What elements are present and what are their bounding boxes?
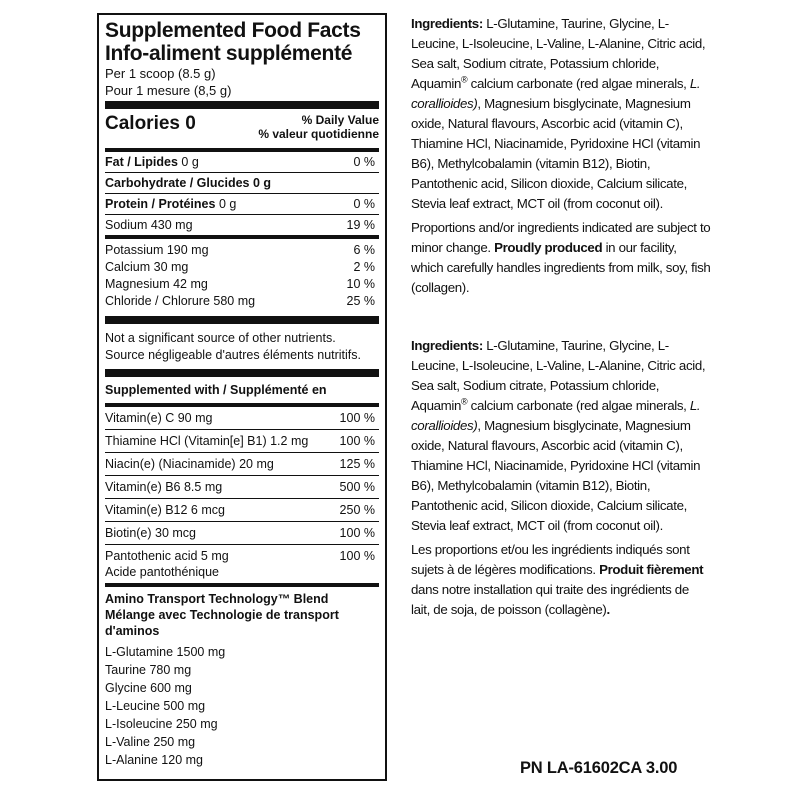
blend-heading-fr-cont: d'aminos <box>105 624 160 638</box>
serving-size-en: Per 1 scoop (8.5 g) <box>105 66 216 81</box>
ingredients-text: L-Glutamine, Taurine, Glycine, L-Leucine, L-Isoleucine, L-Valine, L-Alanine, Citric acid, Sea salt, Sodium citrate, Potassium chloride, Aquamin <box>411 338 706 413</box>
mineral-pct: 25 % <box>346 294 375 308</box>
carbohydrate-row <box>105 173 379 193</box>
fat-pct: 0 % <box>353 155 375 169</box>
sodium-row <box>105 215 379 235</box>
ingredients-paragraph-fr <box>411 336 711 536</box>
supplement-row <box>105 476 379 499</box>
mineral-row <box>105 293 379 310</box>
spacer <box>411 302 711 336</box>
facts-title-fr: Info-aliment supplémenté <box>105 42 353 65</box>
mineral-pct: 6 % <box>353 243 375 257</box>
ingredients-text: calcium carbonate (red algae minerals, <box>467 398 690 413</box>
fat-label: Fat / Lipides <box>105 155 178 169</box>
species-name: L. corallioides) <box>411 398 701 433</box>
ingredients-heading: Ingredients: <box>411 338 483 353</box>
notice-bold: Proudly produced <box>494 240 603 255</box>
ingredients-text: L-Glutamine, Taurine, Glycine, L-Leucine, L-Isoleucine, L-Valine, L-Alanine, Citric acid, Sea salt, Sodium citrate, Potassium chloride, Aquamin <box>411 16 706 91</box>
registered-mark: ® <box>461 74 468 85</box>
ingredients-heading: Ingredients: <box>411 16 483 31</box>
mineral-row <box>105 276 379 293</box>
notice-end: . <box>606 602 610 617</box>
mineral-label: Chloride / Chlorure 580 mg <box>105 294 256 308</box>
mineral-row <box>105 259 379 276</box>
allergen-notice-fr <box>411 540 711 620</box>
pantothenic-label-en: Pantothenic acid 5 mg <box>105 549 229 563</box>
supplement-pct: 100 % <box>339 411 375 425</box>
mineral-label: Calcium 30 mg <box>105 260 189 274</box>
ingredients-column <box>411 14 711 624</box>
blend-item: L-Valine 250 mg <box>105 735 196 749</box>
supplement-label: Vitamin(e) B6 8.5 mg <box>105 480 223 494</box>
supplement-pct: 100 % <box>339 526 375 540</box>
nutrients-note <box>105 326 379 367</box>
blend-item: L-Alanine 120 mg <box>105 753 203 767</box>
carbohydrate-label: Carbohydrate / Glucides 0 g <box>105 176 272 190</box>
sodium-label: Sodium 430 mg <box>105 218 193 232</box>
blend-item: L-Isoleucine 250 mg <box>105 717 218 731</box>
blend-heading-en: Amino Transport Technology™ Blend <box>105 592 329 606</box>
calories-row <box>105 111 379 148</box>
mineral-row <box>105 242 379 259</box>
blend-item: L-Leucine 500 mg <box>105 699 206 713</box>
supplement-label: Thiamine HCl (Vitamin[e] B1) 1.2 mg <box>105 434 309 448</box>
sodium-pct: 19 % <box>346 218 375 232</box>
divider-thick <box>105 101 379 109</box>
nutrients-note-fr: Source négligeable d'autres éléments nutritifs. <box>105 348 362 362</box>
supplement-row <box>105 407 379 430</box>
notice-text: Proportions and/or ingredients indicated are subject to minor change. <box>411 220 711 255</box>
supplement-row <box>105 453 379 476</box>
blend-item: Taurine 780 mg <box>105 663 192 677</box>
blend-item: L-Glutamine 1500 mg <box>105 645 226 659</box>
pantothenic-pct: 100 % <box>339 549 375 563</box>
protein-amount: 0 g <box>218 197 237 211</box>
daily-value-fr: % valeur quotidienne <box>258 127 379 141</box>
nutrients-note-en: Not a significant source of other nutrients. <box>105 331 336 345</box>
facts-title-en: Supplemented Food Facts <box>105 19 361 42</box>
notice-bold: Produit fièrement <box>599 562 704 577</box>
species-name: L. corallioides) <box>411 76 701 111</box>
supplement-pct: 250 % <box>339 503 375 517</box>
protein-row <box>105 194 379 214</box>
supplement-pct: 500 % <box>339 480 375 494</box>
blend-list <box>105 639 379 769</box>
fat-amount: 0 g <box>181 155 199 169</box>
ingredients-text: , Magnesium bisglycinate, Magnesium oxide, Natural flavours, Ascorbic acid (vitamin C), Thiamine HCl, Niacinamide, Pyridoxine HCl (vitamin B6), Methylcobalamin (vitamin B12), Biotin, Pantothenic acid, Silicon dioxide, Calcium silicate, Stevia leaf extract, MCT oil (from coconut oil). <box>411 418 701 533</box>
protein-label: Protein / Protéines <box>105 197 216 211</box>
ingredients-text: , Magnesium bisglycinate, Magnesium oxide, Natural flavours, Ascorbic acid (vitamin C), Thiamine HCl, Niacinamide, Pyridoxine HCl (vitamin B6), Methylcobalamin (vitamin B12), Biotin, Pantothenic acid, Silicon dioxide, Calcium silicate, Stevia leaf extract, MCT oil (from coconut oil). <box>411 96 701 211</box>
daily-value-en: % Daily Value <box>301 113 379 127</box>
notice-text: Les proportions et/ou les ingrédients indiqués sont sujets à de légères modifications. <box>411 542 690 577</box>
supplement-pct: 125 % <box>339 457 375 471</box>
daily-value-header <box>258 113 379 141</box>
ingredients-paragraph-en <box>411 14 711 214</box>
supplement-label: Biotin(e) 30 mcg <box>105 526 197 540</box>
supplement-row <box>105 430 379 453</box>
blend-heading-fr: Mélange avec Technologie de transport <box>105 608 339 622</box>
mineral-pct: 2 % <box>353 260 375 274</box>
pantothenic-label-fr: Acide pantothénique <box>105 565 219 579</box>
part-number: PN LA-61602CA 3.00 <box>520 759 678 777</box>
divider-thick <box>105 316 379 324</box>
notice-text: dans notre installation qui traite des ingrédients de lait, de soja, de poisson (collagène) <box>411 582 689 617</box>
minerals-group <box>105 239 379 314</box>
supplement-pct: 100 % <box>339 434 375 448</box>
supplement-label: Vitamin(e) B12 6 mcg <box>105 503 225 517</box>
divider-thick <box>105 369 379 377</box>
calories-label: Calories 0 <box>105 113 196 134</box>
supplement-label: Niacin(e) (Niacinamide) 20 mg <box>105 457 274 471</box>
supplement-label: Vitamin(e) C 90 mg <box>105 411 213 425</box>
mineral-pct: 10 % <box>346 277 375 291</box>
pantothenic-row <box>105 545 379 583</box>
supplement-row <box>105 499 379 522</box>
protein-pct: 0 % <box>353 197 375 211</box>
supplemented-food-facts-panel <box>97 13 387 781</box>
supplemented-heading: Supplemented with / Supplémenté en <box>105 383 327 397</box>
supplement-row <box>105 522 379 545</box>
fat-row <box>105 152 379 172</box>
serving-size-fr: Pour 1 mesure (8,5 g) <box>105 83 232 98</box>
mineral-label: Magnesium 42 mg <box>105 277 208 291</box>
allergen-notice-en <box>411 218 711 298</box>
blend-item: Glycine 600 mg <box>105 681 192 695</box>
ingredients-text: calcium carbonate (red algae minerals, <box>467 76 690 91</box>
blend-heading <box>105 587 379 639</box>
notice-text: in our facility, which carefully handles ingredients from milk, soy, fish (collagen). <box>411 240 711 295</box>
registered-mark: ® <box>461 396 468 407</box>
mineral-label: Potassium 190 mg <box>105 243 209 257</box>
